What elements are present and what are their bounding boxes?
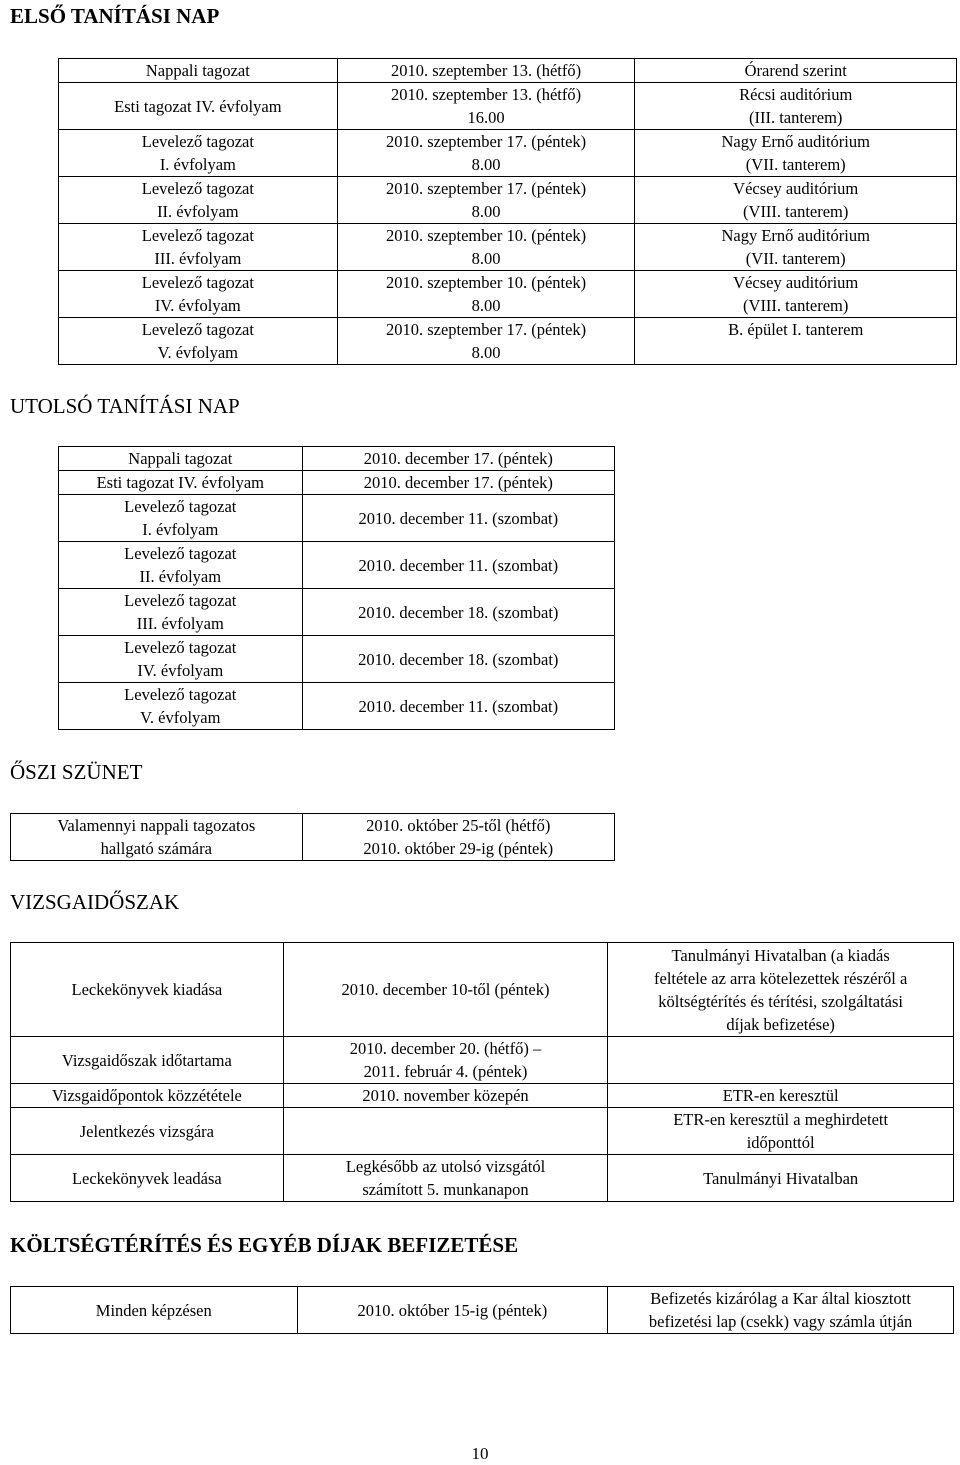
- group-line: Levelező tagozat: [124, 497, 237, 516]
- group-line: II. évfolyam: [157, 202, 239, 221]
- last-day-group: [59, 589, 303, 636]
- first-day-date: [337, 130, 635, 177]
- exam-label-line: Leckekönyvek leadása: [71, 1168, 222, 1188]
- exam-date: [283, 1084, 608, 1108]
- autumn-break-who-line: Valamennyi nappali tagozatos: [57, 816, 256, 835]
- group-line: I. évfolyam: [142, 520, 219, 539]
- group-line: Nappali tagozat: [145, 61, 250, 80]
- first-day-row: [59, 59, 957, 83]
- heading-autumn-break: ŐSZI SZÜNET: [10, 760, 143, 784]
- exam-note: [608, 943, 954, 1037]
- group-line: IV. évfolyam: [137, 661, 224, 680]
- heading-first-day: ELSŐ TANÍTÁSI NAP: [10, 4, 220, 28]
- place-line: Nagy Ernő auditórium: [721, 226, 870, 245]
- last-day-date: 2010. december 11. (szombat): [302, 542, 614, 589]
- first-day-row: [59, 224, 957, 271]
- last-day-row: [59, 683, 615, 730]
- last-day-date: 2010. december 11. (szombat): [302, 495, 614, 542]
- first-day-row: [59, 318, 957, 365]
- autumn-break-table: [10, 813, 615, 861]
- exam-note-line: díjak befizetése): [726, 1014, 835, 1034]
- exam-date-line: Legkésőbb az utolsó vizsgától: [345, 1157, 546, 1176]
- date-line: 2010. szeptember 10. (péntek): [385, 273, 587, 292]
- exam-row: [11, 1037, 954, 1084]
- last-day-row: [59, 542, 615, 589]
- place-line: (VIII. tanterem): [743, 202, 849, 221]
- exam-date: [283, 1155, 608, 1202]
- date-line: 2010. szeptember 10. (péntek): [385, 226, 587, 245]
- exam-note: [608, 1108, 954, 1155]
- last-day-date: 2010. december 11. (szombat): [302, 683, 614, 730]
- exam-date-line: 2011. február 4. (péntek): [363, 1062, 528, 1081]
- fees-date: 2010. október 15-ig (péntek): [297, 1287, 608, 1334]
- place-line: Órarend szerint: [744, 61, 847, 80]
- fees-table: [10, 1286, 954, 1334]
- last-day-row: [59, 447, 615, 471]
- autumn-break-dates: [302, 814, 614, 861]
- first-day-group: [59, 271, 338, 318]
- first-day-date: [337, 224, 635, 271]
- last-day-table: [58, 446, 615, 730]
- group-line: Levelező tagozat: [124, 591, 237, 610]
- place-line: Vécsey auditórium: [733, 179, 859, 198]
- exam-row: [11, 1155, 954, 1202]
- exam-row: [11, 943, 954, 1037]
- exam-note-line: Tanulmányi Hivatalban (a kiadás: [671, 945, 890, 965]
- group-line: Levelező tagozat: [141, 132, 254, 151]
- fees-row: [11, 1287, 954, 1334]
- exam-label: [11, 1155, 284, 1202]
- place-line: Vécsey auditórium: [733, 273, 859, 292]
- date-line: 8.00: [471, 202, 501, 221]
- first-day-group: [59, 83, 338, 130]
- group-line: III. évfolyam: [154, 249, 242, 268]
- exam-note-line: ETR-en keresztül a meghirdetett: [673, 1110, 889, 1129]
- autumn-break-date-line: 2010. október 29-ig (péntek): [363, 839, 554, 858]
- last-day-row: [59, 636, 615, 683]
- first-day-date: [337, 59, 635, 83]
- date-line: 2010. szeptember 17. (péntek): [385, 132, 587, 151]
- group-line: Levelező tagozat: [141, 179, 254, 198]
- place-line: B. épület I. tanterem: [728, 320, 864, 339]
- autumn-break-who: [11, 814, 303, 861]
- group-line: II. évfolyam: [139, 567, 222, 586]
- first-day-row: [59, 130, 957, 177]
- first-day-group: [59, 130, 338, 177]
- exam-note: [608, 1084, 954, 1108]
- fees-note-line: befizetési lap (csekk) vagy számla útján: [648, 1312, 913, 1331]
- date-line: 8.00: [471, 155, 501, 174]
- page-number: 10: [471, 1444, 489, 1463]
- fees-note-line: Befizetés kizárólag a Kar által kiosztott: [650, 1289, 911, 1308]
- exam-label: [11, 943, 284, 1037]
- last-day-group: [59, 471, 303, 495]
- exam-label-line: Vizsgaidőpontok közzététele: [51, 1086, 242, 1105]
- exam-note-line: feltétele az arra kötelezettek részéről a: [654, 968, 908, 988]
- first-day-date: [337, 177, 635, 224]
- fees-note: [608, 1287, 954, 1334]
- date-line: 2010. szeptember 13. (hétfő): [390, 61, 582, 80]
- exam-note: [608, 1037, 954, 1084]
- last-day-row: [59, 495, 615, 542]
- exam-row: [11, 1108, 954, 1155]
- place-line: (VII. tanterem): [745, 155, 846, 174]
- first-day-place: [635, 130, 957, 177]
- heading-last-day: UTOLSÓ TANÍTÁSI NAP: [10, 394, 240, 418]
- date-line: 8.00: [471, 343, 501, 362]
- first-day-group: [59, 318, 338, 365]
- exam-date-line: 2010. december 10-től (péntek): [341, 980, 550, 999]
- first-day-place: [635, 177, 957, 224]
- date-line: 2010. szeptember 17. (péntek): [385, 320, 587, 339]
- last-day-group: [59, 542, 303, 589]
- place-line: (VII. tanterem): [745, 249, 846, 268]
- group-line: Levelező tagozat: [141, 226, 254, 245]
- group-line: III. évfolyam: [136, 614, 224, 633]
- group-line: Nappali tagozat: [128, 449, 233, 468]
- first-day-date: [337, 318, 635, 365]
- exam-label: [11, 1084, 284, 1108]
- first-day-place: [635, 224, 957, 271]
- exam-date: [283, 943, 608, 1037]
- group-line: V. évfolyam: [157, 343, 239, 362]
- group-line: IV. évfolyam: [154, 296, 241, 315]
- last-day-group: [59, 447, 303, 471]
- exam-note-line: költségtérítés és térítési, szolgáltatási: [658, 991, 903, 1011]
- heading-fees: KÖLTSÉGTÉRÍTÉS ÉS EGYÉB DÍJAK BEFIZETÉSE: [10, 1233, 519, 1257]
- place-line: (VIII. tanterem): [743, 296, 849, 315]
- exam-note-line: Tanulmányi Hivatalban: [703, 1168, 859, 1188]
- first-day-row: [59, 271, 957, 318]
- first-day-date: [337, 271, 635, 318]
- place-line: Récsi auditórium: [739, 85, 853, 104]
- exam-date: [283, 1108, 608, 1155]
- group-line: Levelező tagozat: [124, 638, 237, 657]
- first-day-date: [337, 83, 635, 130]
- last-day-row: [59, 471, 615, 495]
- first-day-group: [59, 224, 338, 271]
- last-day-group: [59, 683, 303, 730]
- date-line: 16.00: [467, 108, 505, 127]
- date-line: 8.00: [471, 249, 501, 268]
- exam-date-line: 2010. november közepén: [362, 1086, 529, 1105]
- first-day-group: [59, 177, 338, 224]
- exam-date: [283, 1037, 608, 1084]
- date-line: 8.00: [471, 296, 501, 315]
- date-line: 2010. szeptember 17. (péntek): [385, 179, 587, 198]
- first-day-table: [58, 58, 957, 365]
- exam-label: [11, 1108, 284, 1155]
- group-line: Levelező tagozat: [141, 273, 254, 292]
- last-day-date: 2010. december 18. (szombat): [302, 589, 614, 636]
- last-day-date: 2010. december 18. (szombat): [302, 636, 614, 683]
- first-day-place: [635, 59, 957, 83]
- group-line: Esti tagozat IV. évfolyam: [114, 96, 282, 116]
- first-day-row: [59, 177, 957, 224]
- last-day-group: [59, 495, 303, 542]
- exam-row: [11, 1084, 954, 1108]
- autumn-break-date-line: 2010. október 25-től (hétfő): [366, 816, 551, 835]
- autumn-break-row: [11, 814, 615, 861]
- exam-label-line: Vizsgaidőszak időtartama: [61, 1050, 232, 1070]
- group-line: Levelező tagozat: [124, 544, 237, 563]
- exam-period-table: [10, 942, 954, 1202]
- first-day-place: [635, 83, 957, 130]
- last-day-date: 2010. december 17. (péntek): [302, 447, 614, 471]
- exam-label-line: Jelentkezés vizsgára: [79, 1121, 214, 1141]
- place-line: Nagy Ernő auditórium: [721, 132, 870, 151]
- first-day-group: [59, 59, 338, 83]
- group-line: Esti tagozat IV. évfolyam: [96, 473, 264, 492]
- group-line: I. évfolyam: [159, 155, 236, 174]
- autumn-break-who-line: hallgató számára: [100, 839, 212, 858]
- group-line: Levelező tagozat: [141, 320, 254, 339]
- exam-date-line: 2010. december 20. (hétfő) –: [349, 1039, 542, 1058]
- exam-label: [11, 1037, 284, 1084]
- first-day-place: [635, 318, 957, 365]
- exam-note: [608, 1155, 954, 1202]
- place-line: (III. tanterem): [748, 108, 843, 127]
- fees-who: Minden képzésen: [11, 1287, 298, 1334]
- exam-note-line: időponttól: [746, 1133, 815, 1152]
- first-day-place: [635, 271, 957, 318]
- heading-exam-period: VIZSGAIDŐSZAK: [10, 890, 180, 914]
- first-day-row: [59, 83, 957, 130]
- exam-label-line: Leckekönyvek kiadása: [71, 980, 223, 999]
- date-line: 2010. szeptember 13. (hétfő): [390, 85, 582, 104]
- exam-note-line: ETR-en keresztül: [722, 1086, 839, 1105]
- last-day-row: [59, 589, 615, 636]
- exam-date-line: számított 5. munkanapon: [362, 1180, 529, 1199]
- last-day-group: [59, 636, 303, 683]
- last-day-date: 2010. december 17. (péntek): [302, 471, 614, 495]
- group-line: V. évfolyam: [140, 708, 221, 727]
- group-line: Levelező tagozat: [124, 685, 237, 704]
